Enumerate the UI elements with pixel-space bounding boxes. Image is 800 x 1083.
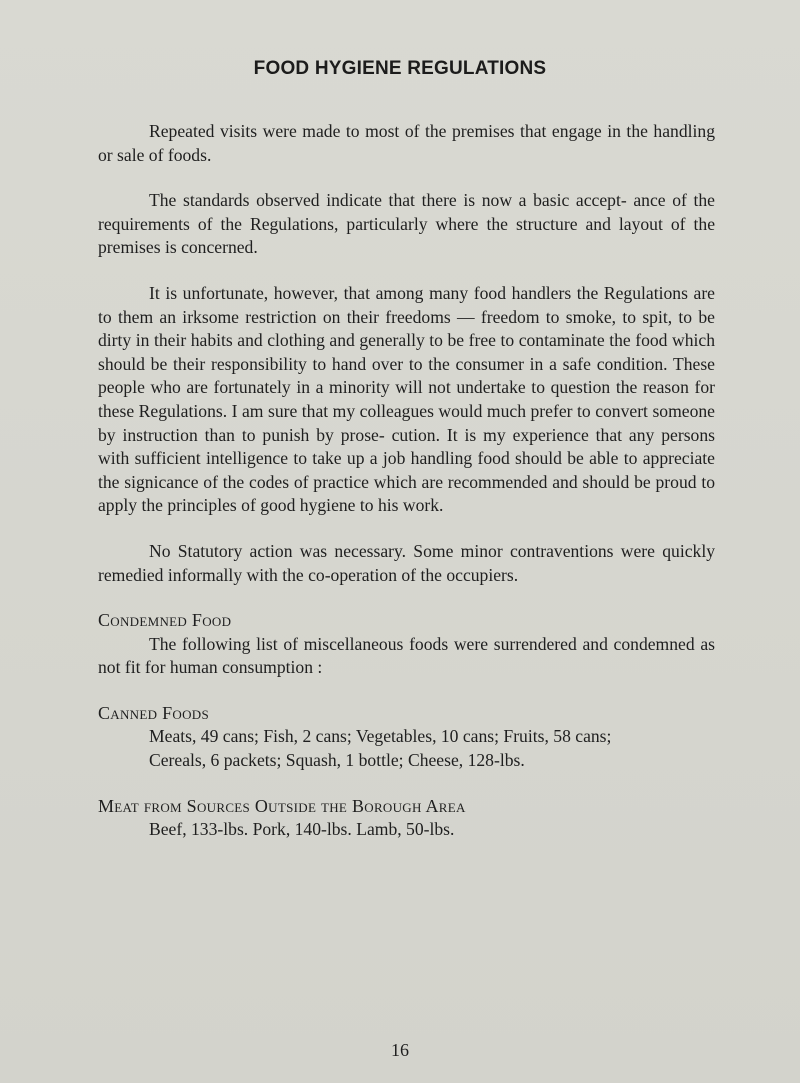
meat-outside-line-1: Beef, 133-lbs. Pork, 140-lbs. Lamb, 50-lbs. — [149, 819, 455, 840]
paragraph-visits: Repeated visits were made to most of the premises that engage in the handling or sale of foods. — [98, 121, 715, 165]
paragraph-food-handlers: It is unfortunate, however, that among many food handlers the Regulations are to them an irksome restriction on their freedoms — freedom to smoke, to spit, to be dirty in their habits and clothing and generally to be free to contaminate the food which should be their responsibility to hand over to the consumer in a safe condition. These people who are fortunately in a minority will not undertake to question the reason for these Regulations. I am sure that my colleagues would much prefer to convert someone by instruction than to punish by prose- cution. It is my experience that any persons with sufficient intelligence to take up a job handling food should be able to appreciate the signicance of the codes of practice which are recommended and should be proud to apply the principles of good hygiene to his work. — [98, 282, 715, 516]
heading-meat-outside-borough: Meat from Sources Outside the Borough Area — [98, 795, 466, 816]
paragraph-condemned-food: The following list of miscellaneous foods were surrendered and condemned as not fit for human consumption : — [98, 633, 715, 678]
paragraph-statutory-action: No Statutory action was necessary. Some minor contraventions were quickly remedied informally with the co-operation of the occupiers. — [98, 540, 715, 585]
heading-condemned-food: Condemned Food — [98, 610, 232, 631]
page-title: FOOD HYGIENE REGULATIONS — [253, 58, 547, 79]
canned-foods-list — [98, 725, 715, 772]
paragraph-standards: The standards observed indicate that there is now a basic accept- ance of the requirements of the Regulations, particularly where the structure and layout of the premises is concerned. — [98, 190, 715, 258]
page-number: 16 — [391, 1040, 409, 1060]
meat-outside-list — [98, 818, 715, 842]
document-body — [98, 120, 715, 864]
canned-foods-line-2: Cereals, 6 packets; Squash, 1 bottle; Cheese, 128-lbs. — [149, 750, 525, 771]
canned-foods-line-1: Meats, 49 cans; Fish, 2 cans; Vegetables, 10 cans; Fruits, 58 cans; — [149, 726, 612, 747]
heading-canned-foods: Canned Foods — [98, 702, 210, 723]
